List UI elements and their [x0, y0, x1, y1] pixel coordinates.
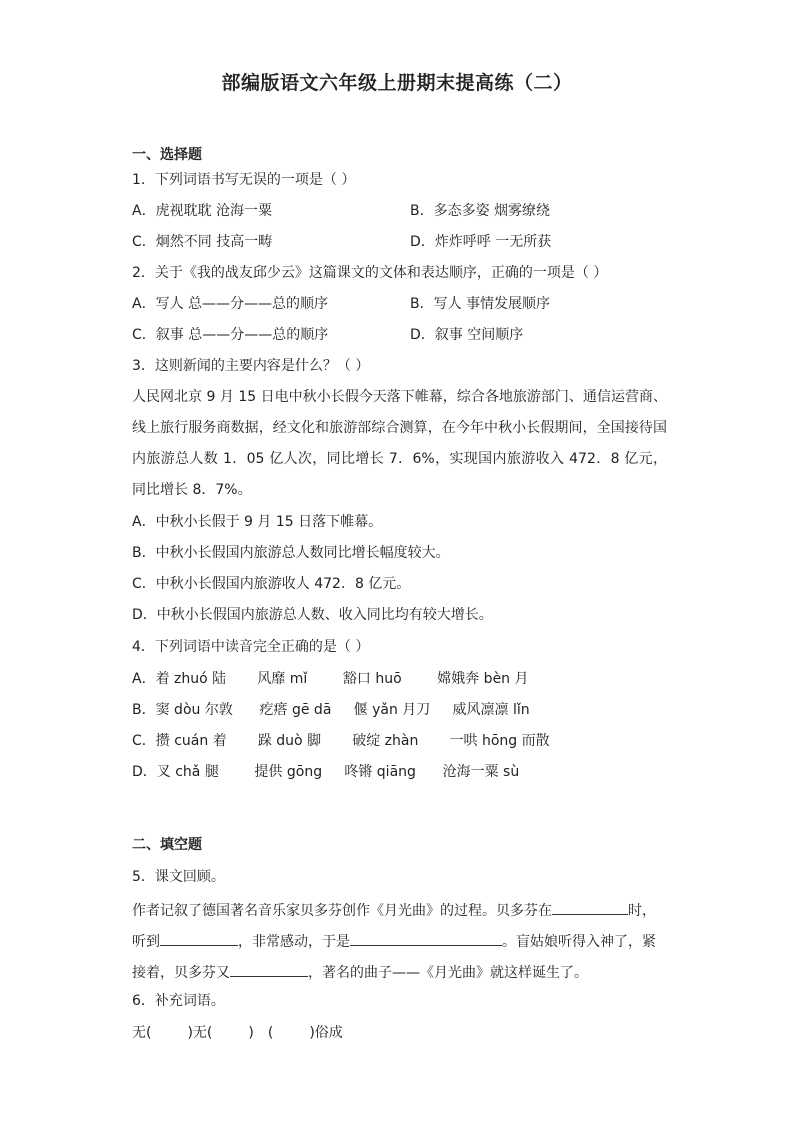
q4-option-c: C．攒 cuán 着 跺 duò 脚 破绽 zhàn 一哄 hōng 而散	[132, 733, 550, 749]
q6-text-2: )无(	[187, 1025, 213, 1041]
q4-stem: 4．下列词语中读音完全正确的是（ ）	[132, 639, 370, 655]
q5-blank-3[interactable]	[350, 929, 502, 946]
q6-text-1: 无(	[132, 1025, 152, 1041]
q5-text-3: 听到	[132, 934, 160, 950]
q4-option-a: A．着 zhuó 陆 风靡 mǐ 豁口 huō 嫦娥奔 bèn 月	[132, 671, 529, 687]
q5-text-2: 时，	[628, 903, 656, 919]
q5-stem: 5．课文回顾。	[132, 869, 225, 885]
q4-option-d: D．叉 chǎ 腿 提供 gōng 咚锵 qiāng 沧海一粟 sù	[132, 764, 520, 780]
q1-option-a: A．虎视耽耽 沧海一粟	[132, 203, 273, 219]
q5-blank-4[interactable]	[230, 960, 308, 977]
q5-text-4: ，非常感动，于是	[238, 934, 350, 950]
q6-stem: 6．补充词语。	[132, 993, 225, 1009]
q5-text-7: ，著名的曲子——《月光曲》就这样诞生了。	[308, 965, 588, 981]
q1-option-b: B．多态多姿 烟雾缭绕	[410, 203, 551, 219]
q2-option-c: C．叙事 总——分——总的顺序	[132, 327, 329, 343]
q5-text-1: 作者记叙了德国著名音乐家贝多芬创作《月光曲》的过程。贝多芬在	[132, 903, 552, 919]
q3-option-d: D．中秋小长假国内旅游总人数、收入同比均有较大增长。	[132, 607, 493, 623]
q5-text-6: 接着，贝多芬又	[132, 965, 230, 981]
q5-line-1	[132, 898, 656, 921]
section-heading-choice: 一、选择题	[132, 147, 202, 163]
q2-option-d: D．叙事 空间顺序	[410, 327, 524, 343]
q6-text-4: (	[267, 1025, 274, 1041]
q5-blank-1[interactable]	[552, 898, 628, 915]
q5-text-5: 。盲姑娘听得入神了，紧	[502, 934, 656, 950]
q1-option-d: D．炸炸呼呼 一无所获	[410, 234, 552, 250]
q3-passage: 人民网北京 9 月 15 日电中秋小长假今天落下帷幕，综合各地旅游部门、通信运营商、线上旅行服务商数据，经文化和旅游部综合测算，在今年中秋小长假期间，全国接待国内旅游总人数 1．05 亿人次，同比增长 7．6%，实现国内旅游收入 472．8 亿元，同比增长 8．7%。	[132, 389, 667, 498]
q2-option-a: A．写人 总——分——总的顺序	[132, 296, 329, 312]
q1-stem: 1．下列词语书写无误的一项是（ ）	[132, 172, 356, 188]
q5-line-2	[132, 929, 656, 952]
q3-stem: 3．这则新闻的主要内容是什么？（ ）	[132, 358, 370, 374]
page-title: 部编版语文六年级上册期末提高练（二）	[221, 72, 573, 94]
q1-option-c: C．炯然不同 技高一畴	[132, 234, 273, 250]
q2-option-b: B．写人 事情发展顺序	[410, 296, 551, 312]
section-heading-fill: 二、填空题	[132, 837, 202, 853]
q6-text-5: )俗成	[309, 1025, 343, 1041]
q6-text-3: )	[248, 1025, 254, 1041]
q4-option-b: B．窦 dòu 尔敦 疙瘩 gē dā 偃 yǎn 月刀 威风凛凛 lǐn	[132, 702, 530, 718]
q3-option-b: B．中秋小长假国内旅游总人数同比增长幅度较大。	[132, 545, 450, 561]
q6-words	[132, 1023, 343, 1043]
q5-line-3	[132, 960, 588, 983]
q3-option-c: C．中秋小长假国内旅游收人 472．8 亿元。	[132, 576, 411, 592]
q5-blank-2[interactable]	[160, 929, 238, 946]
q3-option-a: A．中秋小长假于 9 月 15 日落下帷幕。	[132, 514, 383, 530]
q2-stem: 2．关于《我的战友邱少云》这篇课文的文体和表达顺序，正确的一项是（ ）	[132, 265, 608, 281]
